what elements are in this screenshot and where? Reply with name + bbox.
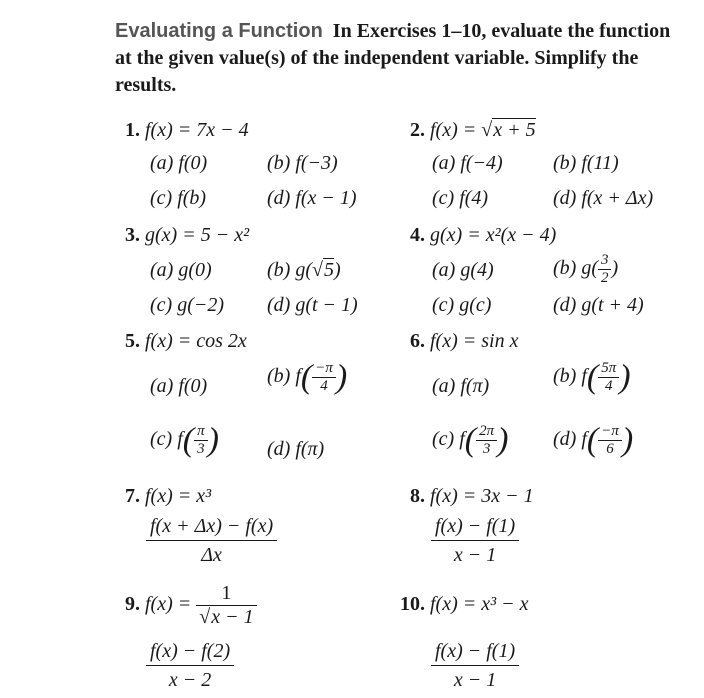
- ex6-part-d: (d) f( $\frac{-\pi}{6}$ ): [553, 421, 634, 459]
- ex3-part-c: (c) g(−2): [150, 294, 225, 316]
- ex4-part-d: (d) g(t + 4): [553, 294, 644, 316]
- ex3-part-a: (a) g(0): [150, 259, 212, 281]
- ex5-part-a: (a) f(0): [150, 375, 208, 397]
- fraction: $\frac{3}{2}$: [598, 252, 612, 287]
- ex5-part-c: (c) f( $\frac{\pi}{3}$ ): [150, 421, 219, 459]
- ex3-part-b: (b) g(√5): [267, 259, 341, 281]
- exercise-1-function: f(x) = 7x − 4: [145, 119, 249, 141]
- fraction: $\frac{\pi}{3}$: [194, 423, 208, 458]
- exercise-6: 6. f(x) = sin x: [410, 330, 519, 352]
- exercise-10-expression: f(x) − f(1) x − 1: [431, 640, 519, 692]
- ex4-part-b: (b) g( $\frac{3}{2}$ ): [553, 252, 619, 286]
- fraction: $\frac{5\pi}{4}$: [598, 360, 619, 395]
- exercise-8: 8. f(x) = 3x − 1: [410, 485, 534, 507]
- sqrt-sign: √: [481, 119, 493, 141]
- instructions: In Exercises 1–10, evaluate the function at the given value(s) of the independent variable. Simplify the results.: [115, 20, 671, 96]
- exercise-7-expression: f(x + Δx) − f(x) Δx: [146, 515, 277, 567]
- section-title: Evaluating a Function: [115, 20, 323, 42]
- ex2-part-a: (a) f(−4): [432, 152, 503, 174]
- exercise-4: 4. g(x) = x²(x − 4): [410, 224, 557, 246]
- exercise-2: 2. f(x) = √x + 5: [410, 119, 536, 141]
- exercise-7: 7. f(x) = x³: [125, 485, 212, 507]
- exercise-8-expression: f(x) − f(1) x − 1: [431, 515, 519, 567]
- exercise-2-radicand: x + 5: [493, 119, 536, 141]
- exercise-10: 10. f(x) = x³ − x: [400, 593, 529, 615]
- exercise-9: 9. f(x) = $\frac{1}{√x - 1}$: [125, 582, 257, 629]
- ex3-part-d: (d) g(t − 1): [267, 294, 358, 316]
- exercise-5: 5. f(x) = cos 2x: [125, 330, 247, 352]
- sqrt-sign: √: [311, 259, 323, 281]
- ex6-part-a: (a) f(π): [432, 375, 490, 397]
- exercise-8-function: f(x) = 3x − 1: [430, 485, 534, 507]
- ex6-part-b: (b) f( $\frac{5\pi}{4}$ ): [553, 358, 631, 396]
- exercise-9-expression: f(x) − f(2) x − 2: [146, 640, 234, 692]
- fraction: $\frac{-\pi}{6}$: [598, 423, 622, 458]
- fraction: $\frac{2\pi}{3}$: [476, 423, 497, 458]
- fraction: $\frac{1}{√x - 1}$: [196, 582, 256, 629]
- exercise-10-function: f(x) = x³ − x: [430, 593, 529, 615]
- ex5-part-d: (d) f(π): [267, 438, 325, 460]
- ex6-part-c: (c) f( $\frac{2\pi}{3}$ ): [432, 421, 509, 459]
- ex2-part-d: (d) f(x + Δx): [553, 187, 654, 209]
- ex1-part-b: (b) f(−3): [267, 152, 338, 174]
- exercise-4-function: g(x) = x²(x − 4): [430, 224, 557, 246]
- exercise-1: 1. f(x) = 7x − 4: [125, 119, 249, 141]
- ex1-part-c: (c) f(b): [150, 187, 207, 209]
- exercise-6-function: f(x) = sin x: [430, 330, 519, 352]
- exercise-7-function: f(x) = x³: [145, 485, 212, 507]
- ex1-part-a: (a) f(0): [150, 152, 208, 174]
- exercise-3-function: g(x) = 5 − x²: [145, 224, 250, 246]
- ex2-part-c: (c) f(4): [432, 187, 489, 209]
- fraction: $\frac{-\pi}{4}$: [312, 360, 336, 395]
- ex4-part-c: (c) g(c): [432, 294, 492, 316]
- exercise-5-function: f(x) = cos 2x: [145, 330, 247, 352]
- ex1-part-d: (d) f(x − 1): [267, 187, 357, 209]
- ex5-part-b: (b) f( $\frac{-\pi}{4}$ ): [267, 358, 348, 396]
- sqrt-sign: √: [199, 606, 211, 628]
- ex4-part-a: (a) g(4): [432, 259, 494, 281]
- exercise-3: 3. g(x) = 5 − x²: [125, 224, 250, 246]
- section-header: [115, 18, 685, 99]
- ex2-part-b: (b) f(11): [553, 152, 619, 174]
